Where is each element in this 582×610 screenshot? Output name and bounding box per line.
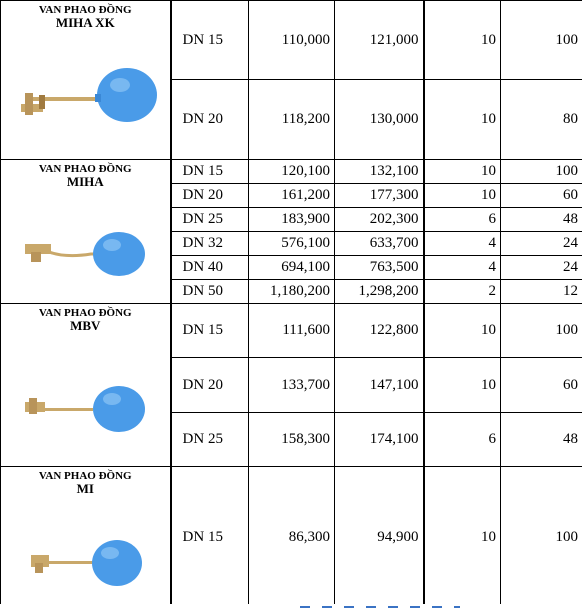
price-vat-cell: 147,100 — [335, 358, 424, 413]
qty-cell: 6 — [424, 413, 501, 467]
group-name: MBV — [70, 318, 101, 333]
group-name: MIHA — [66, 174, 104, 189]
price-vat-cell: 763,500 — [335, 256, 424, 280]
qty-cell: 10 — [424, 467, 501, 609]
product-cell — [1, 304, 171, 467]
carton-qty-cell: 100 — [501, 467, 582, 609]
carton-qty-cell: 60 — [501, 184, 582, 208]
price-cell: 111,600 — [249, 304, 335, 358]
carton-qty-cell: 100 — [501, 160, 582, 184]
group-name: MI — [76, 481, 94, 496]
carton-qty-cell: 48 — [501, 208, 582, 232]
carton-qty-cell: 12 — [501, 280, 582, 304]
price-cell: 158,300 — [249, 413, 335, 467]
price-vat-cell: 130,000 — [335, 80, 424, 160]
price-cell: 86,300 — [249, 467, 335, 609]
qty-cell: 10 — [424, 358, 501, 413]
table-row — [1, 467, 582, 609]
page-bottom-edge — [0, 604, 582, 610]
price-cell: 576,100 — [249, 232, 335, 256]
carton-qty-cell: 60 — [501, 358, 582, 413]
size-cell: DN 20 — [171, 358, 249, 413]
size-cell: DN 25 — [171, 413, 249, 467]
price-vat-cell: 174,100 — [335, 413, 424, 467]
size-cell: DN 32 — [171, 232, 249, 256]
qty-cell: 10 — [424, 304, 501, 358]
price-vat-cell: 122,800 — [335, 304, 424, 358]
price-cell: 133,700 — [249, 358, 335, 413]
price-cell: 161,200 — [249, 184, 335, 208]
qty-cell: 10 — [424, 184, 501, 208]
qty-cell: 2 — [424, 280, 501, 304]
group-title: VAN PHAO ĐỒNG — [38, 4, 132, 16]
carton-qty-cell: 24 — [501, 232, 582, 256]
group-title: VAN PHAO ĐỒNG — [38, 163, 132, 175]
price-cell: 118,200 — [249, 80, 335, 160]
group-title: VAN PHAO ĐỒNG — [38, 470, 132, 482]
qty-cell: 10 — [424, 1, 501, 80]
carton-qty-cell: 100 — [501, 1, 582, 80]
product-cell — [1, 160, 171, 304]
price-cell: 183,900 — [249, 208, 335, 232]
float-valve-image — [21, 230, 151, 280]
price-cell: 110,000 — [249, 1, 335, 80]
size-cell: DN 40 — [171, 256, 249, 280]
float-valve-image — [17, 67, 159, 123]
float-valve-image — [21, 384, 151, 436]
carton-qty-cell: 100 — [501, 304, 582, 358]
price-vat-cell: 121,000 — [335, 1, 424, 80]
qty-cell: 4 — [424, 232, 501, 256]
size-cell: DN 50 — [171, 280, 249, 304]
size-cell: DN 20 — [171, 184, 249, 208]
price-vat-cell: 1,298,200 — [335, 280, 424, 304]
carton-qty-cell: 80 — [501, 80, 582, 160]
size-cell: DN 20 — [171, 80, 249, 160]
table-row — [1, 304, 582, 358]
price-vat-cell: 633,700 — [335, 232, 424, 256]
table-row — [1, 1, 582, 80]
scroll-indicator — [300, 606, 460, 608]
group-name: MIHA XK — [55, 15, 115, 30]
size-cell: DN 25 — [171, 208, 249, 232]
price-vat-cell: 132,100 — [335, 160, 424, 184]
price-cell: 120,100 — [249, 160, 335, 184]
price-vat-cell: 94,900 — [335, 467, 424, 609]
carton-qty-cell: 48 — [501, 413, 582, 467]
group-title: VAN PHAO ĐỒNG — [38, 307, 132, 319]
float-valve-image — [27, 537, 147, 589]
product-cell — [1, 467, 171, 609]
size-cell: DN 15 — [171, 304, 249, 358]
price-cell: 694,100 — [249, 256, 335, 280]
size-cell: DN 15 — [171, 160, 249, 184]
table-row — [1, 160, 582, 184]
price-vat-cell: 177,300 — [335, 184, 424, 208]
qty-cell: 10 — [424, 80, 501, 160]
qty-cell: 4 — [424, 256, 501, 280]
qty-cell: 6 — [424, 208, 501, 232]
price-vat-cell: 202,300 — [335, 208, 424, 232]
size-cell: DN 15 — [171, 1, 249, 80]
carton-qty-cell: 24 — [501, 256, 582, 280]
qty-cell: 10 — [424, 160, 501, 184]
size-cell: DN 15 — [171, 467, 249, 609]
product-cell — [1, 1, 171, 160]
price-cell: 1,180,200 — [249, 280, 335, 304]
